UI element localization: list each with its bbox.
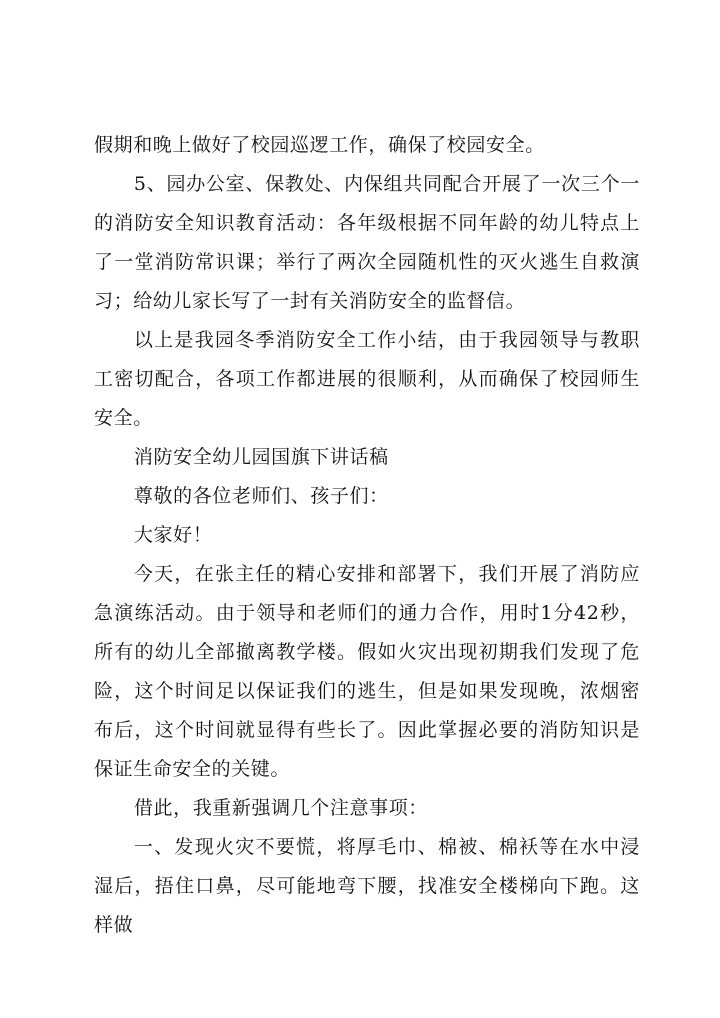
salutation: 尊敬的各位老师们、孩子们： <box>133 485 389 507</box>
paragraph-intro-notes: 借此，我重新强调几个注意事项： <box>133 797 428 819</box>
paragraph-continuation: 假期和晚上做好了校园巡逻工作，确保了校园安全。 <box>94 134 545 156</box>
paragraph-summary: 以上是我园冬季消防安全工作小结，由于我园领导与教职工密切配合，各项工作都进展的很顺利，从而确保了校园师生安全。 <box>94 329 640 429</box>
paragraph-item-5: 5、园办公室、保教处、内保组共同配合开展了一次三个一的消防安全知识教育活动：各年级根据不同年龄的幼儿特点上了一堂消防常识课；举行了两次全园随机性的灭火逃生自救演习；给幼儿家长写了一封有关消防安全的监督信。 <box>94 173 640 312</box>
paragraph-drill-report: 今天，在张主任的精心安排和部署下，我们开展了消防应急演练活动。由于领导和老师们的通力合作，用时1分42秒，所有的幼儿全部撤离教学楼。假如火灾出现初期我们发现了危险，这个时间足以保证我们的逃生，但是如果发现晚，浓烟密布后，这个时间就显得有些长了。因此掌握必要的消防知识是保证生命安全的关键。 <box>94 563 640 780</box>
paragraph-note-1: 一、发现火灾不要慌，将厚毛巾、棉被、棉袄等在水中浸湿后，捂住口鼻，尽可能地弯下腰，找准安全楼梯向下跑。这样做 <box>94 836 640 936</box>
greeting: 大家好！ <box>133 524 213 546</box>
document-body <box>94 126 640 945</box>
section-title: 消防安全幼儿园国旗下讲话稿 <box>133 446 389 468</box>
